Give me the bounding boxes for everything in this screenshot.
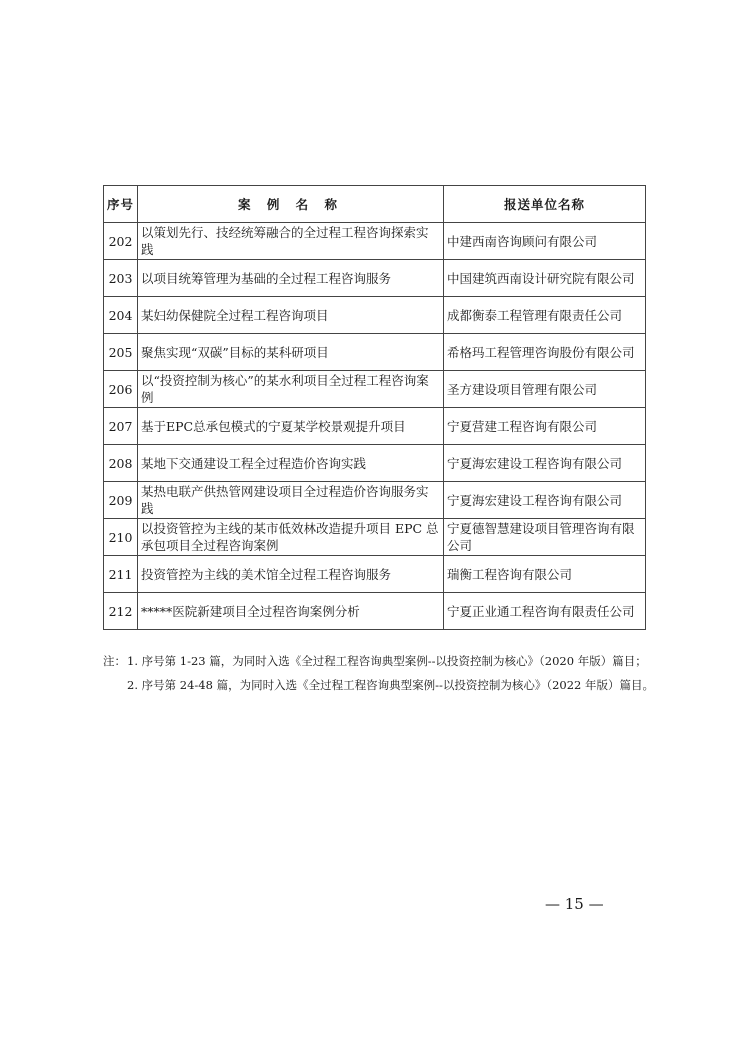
row-index: 212	[104, 593, 138, 630]
row-unit: 宁夏海宏建设工程咨询有限公司	[444, 482, 646, 519]
row-case-name: 以投资管控为主线的某市低效林改造提升项目 EPC 总承包项目全过程咨询案例	[138, 519, 444, 556]
table-row	[104, 593, 646, 630]
row-case-name: 某热电联产供热管网建设项目全过程造价咨询服务实践	[138, 482, 444, 519]
row-index: 206	[104, 371, 138, 408]
footnote-prefix: 注：	[103, 654, 126, 668]
footnotes	[103, 653, 663, 701]
table-row	[104, 408, 646, 445]
row-case-name: 投资管控为主线的美术馆全过程工程咨询服务	[138, 556, 444, 593]
header-unit: 报送单位名称	[444, 186, 646, 223]
row-case-name: 某地下交通建设工程全过程造价咨询实践	[138, 445, 444, 482]
row-index: 205	[104, 334, 138, 371]
table-row	[104, 482, 646, 519]
case-list-table	[103, 185, 646, 630]
row-unit: 中建西南咨询顾问有限公司	[444, 223, 646, 260]
page-number: — 15 —	[545, 895, 604, 913]
row-index: 203	[104, 260, 138, 297]
header-case-name: 案 例 名 称	[138, 186, 444, 223]
row-unit: 宁夏正业通工程咨询有限责任公司	[444, 593, 646, 630]
row-index: 211	[104, 556, 138, 593]
row-case-name: *****医院新建项目全过程咨询案例分析	[138, 593, 444, 630]
row-case-name: 基于EPC总承包模式的宁夏某学校景观提升项目	[138, 408, 444, 445]
row-index: 209	[104, 482, 138, 519]
table-header-row	[104, 186, 646, 223]
table-row	[104, 371, 646, 408]
row-case-name: 某妇幼保健院全过程工程咨询项目	[138, 297, 444, 334]
row-index: 202	[104, 223, 138, 260]
row-unit: 宁夏营建工程咨询有限公司	[444, 408, 646, 445]
footnote-text: 1. 序号第 1-23 篇，为同时入选《全过程工程咨询典型案例--以投资控制为核心》（2020 年版）篇目；	[127, 654, 647, 668]
row-case-name: 以项目统筹管理为基础的全过程工程咨询服务	[138, 260, 444, 297]
table-row	[104, 556, 646, 593]
header-index: 序号	[104, 186, 138, 223]
table-row	[104, 334, 646, 371]
row-index: 210	[104, 519, 138, 556]
table-row	[104, 297, 646, 334]
table-row	[104, 260, 646, 297]
table-row	[104, 519, 646, 556]
row-unit: 圣方建设项目管理有限公司	[444, 371, 646, 408]
case-list-table-container	[103, 185, 645, 630]
footnote-2	[103, 677, 663, 693]
row-case-name: 以策划先行、技经统筹融合的全过程工程咨询探索实践	[138, 223, 444, 260]
row-case-name: 聚焦实现“双碳”目标的某科研项目	[138, 334, 444, 371]
table-row	[104, 445, 646, 482]
row-index: 207	[104, 408, 138, 445]
row-unit: 成都衡泰工程管理有限责任公司	[444, 297, 646, 334]
row-unit: 宁夏德智慧建设项目管理咨询有限公司	[444, 519, 646, 556]
row-unit: 中国建筑西南设计研究院有限公司	[444, 260, 646, 297]
row-index: 204	[104, 297, 138, 334]
footnote-text: 2. 序号第 24-48 篇，为同时入选《全过程工程咨询典型案例--以投资控制为核心》（2022 年版）篇目。	[127, 678, 655, 692]
footnote-1	[103, 653, 663, 669]
table-row	[104, 223, 646, 260]
row-unit: 瑞衡工程咨询有限公司	[444, 556, 646, 593]
row-case-name: 以“投资控制为核心”的某水利项目全过程工程咨询案例	[138, 371, 444, 408]
row-index: 208	[104, 445, 138, 482]
row-unit: 希格玛工程管理咨询股份有限公司	[444, 334, 646, 371]
row-unit: 宁夏海宏建设工程咨询有限公司	[444, 445, 646, 482]
